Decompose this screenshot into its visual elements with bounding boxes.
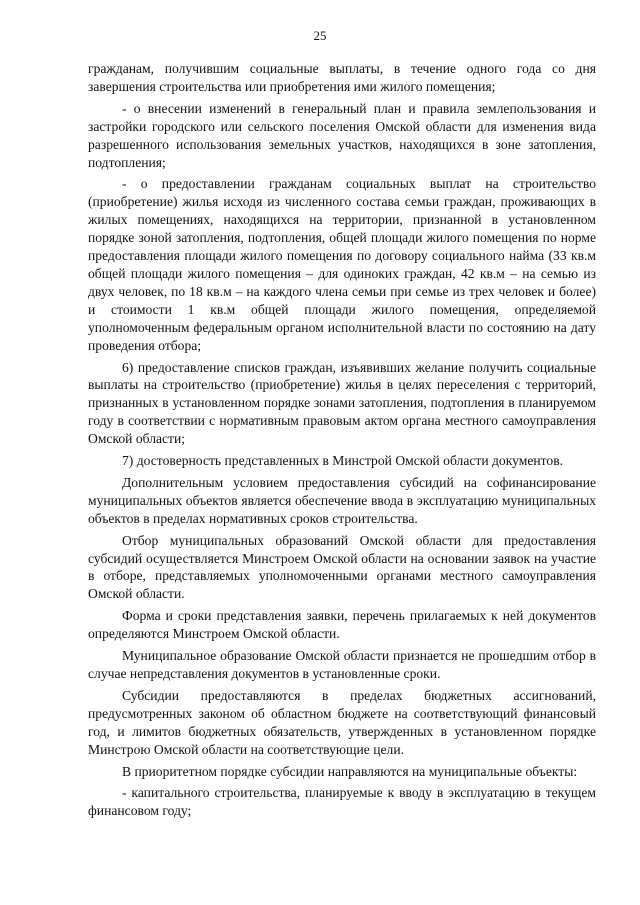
paragraph-additional-condition: Дополнительным условием предоставления субсидий на софинансирование муниципальных объектов является обеспечение ввода в эксплуатацию муниципальных объектов в пределах нормативных сроков строительства. — [88, 474, 596, 526]
paragraph-continuation: гражданам, получившим социальные выплаты, в течение одного года со дня завершения строительства или приобретения ими жилого помещения; — [88, 61, 596, 94]
paragraph-application-form: Форма и сроки представления заявки, перечень прилагаемых к ней документов определяются Минстроем Омской области. — [88, 608, 596, 642]
page-number: 25 — [313, 28, 327, 43]
paragraph-item-7: 7) достоверность представленных в Минстрой Омской области документов. — [122, 453, 564, 469]
paragraph-selection: Отбор муниципальных образований Омской области для предоставления субсидий осуществляется Минстроем Омской области на основании заявок на участие в отборе, представляемых уполномоченными органами местного самоуправления Омской области. — [88, 532, 596, 602]
paragraph-social-payments: - о предоставлении гражданам социальных выплат на строительство (приобретение) жилья исходя из численного состава семьи граждан, проживающих в жилых помещениях, находящихся на территории, признанной в установленном порядке зоной затопления, подтопления, общей площади жилого помещения по норме предоставления площади жилого помещения по договору социального найма (33 кв.м общей площади жилого помещения – для одиноких граждан, 42 кв.м – на семью из двух человек, по 18 кв.м – на каждого члена семьи при семье из трех человек и более) и стоимости 1 кв.м общей площади жилого помещения, определяемой уполномоченным федеральным органом исполнительной власти по состоянию на дату проведения отбора; — [88, 176, 596, 353]
paragraph-subsidy-limits: Субсидии предоставляются в пределах бюджетных ассигнований, предусмотренных законом об областном бюджете на соответствующий финансовый год, и лимитов бюджетных обязательств, утвержденных в установленном порядке Минстрою Омской области на соответствующие цели. — [88, 687, 596, 757]
paragraph-item-6: 6) предоставление списков граждан, изъявивших желание получить социальные выплаты на строительство (приобретение) жилья в целях переселения с территорий, признанных в установленном порядке зонами затопления, подтопления в планируемом году в соответствии с нормативным правовым актом органа местного самоуправления Омской области; — [88, 359, 596, 447]
document-body — [88, 60, 596, 824]
paragraph-general-plan-amendment: - о внесении изменений в генеральный план и правила землепользования и застройки городского или сельского поселения Омской области для изменения вида разрешенного использования земельных участков, находящихся в зоне затопления, подтопления; — [88, 100, 596, 170]
paragraph-capital-construction: - капитального строительства, планируемые к вводу в эксплуатацию в текущем финансовом году; — [88, 785, 596, 819]
paragraph-priority: В приоритетном порядке субсидии направляются на муниципальные объекты: — [122, 763, 578, 779]
paragraph-not-passed: Муниципальное образование Омской области признается не прошедшим отбор в случае непредставления документов в установленные сроки. — [88, 648, 596, 681]
